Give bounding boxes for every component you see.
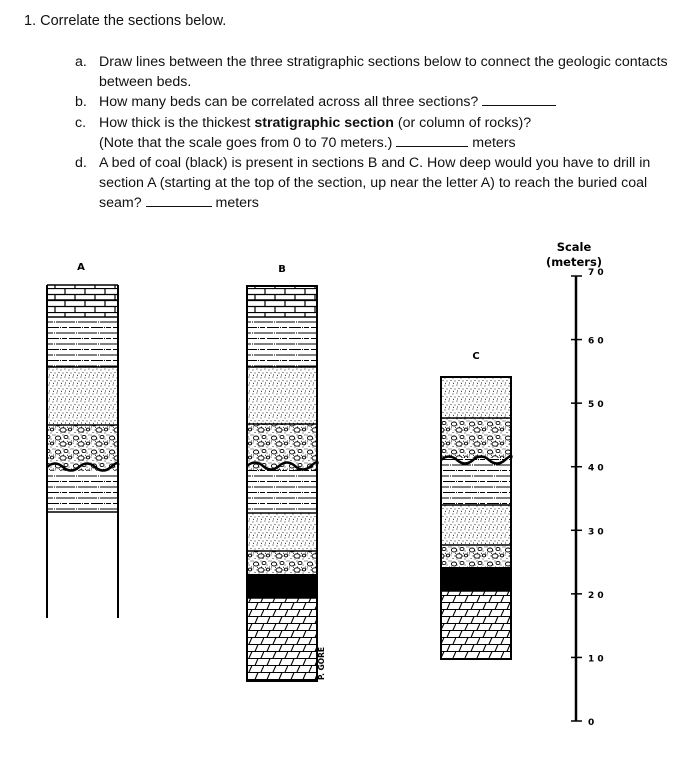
- item-unit: meters: [215, 195, 259, 212]
- scale-tick-label: 1 0: [588, 654, 604, 665]
- section-b-column: [247, 286, 317, 681]
- item-note: (Note that the scale goes from 0 to 70 meters.): [99, 134, 393, 151]
- depth-scale: [546, 240, 604, 728]
- item-marker: c.: [75, 114, 87, 131]
- item-marker: d.: [75, 155, 87, 172]
- scale-tick-label: 6 0: [588, 336, 604, 347]
- scale-tick-label: 3 0: [588, 527, 604, 538]
- item-unit: meters: [472, 134, 516, 151]
- scale-tick-label: 0: [588, 718, 595, 728]
- figure-credit: P. GORE: [317, 646, 326, 680]
- scale-title: Scale: [556, 240, 592, 254]
- scale-tick-label: 7 0: [588, 268, 604, 278]
- section-label-c: C: [472, 351, 480, 362]
- scale-tick-label: 2 0: [588, 590, 604, 601]
- section-a-column: [47, 285, 118, 618]
- item-marker: a.: [75, 54, 87, 70]
- question-text: Correlate the sections below.: [40, 13, 227, 29]
- question-number: 1.: [24, 13, 37, 29]
- section-label-b: B: [278, 264, 286, 275]
- item-bold-text: stratigraphic section: [254, 114, 394, 131]
- item-text: How thick is the thickest: [99, 114, 255, 131]
- scale-tick-label: 5 0: [588, 400, 604, 411]
- item-text: How many beds can be correlated across all three sections?: [99, 94, 479, 111]
- item-text: A bed of coal (black) is present in sections B and C. How deep would you have to drill in section A (starting at the top of the section, up near the letter A) to reach the buried coal seam?: [99, 155, 651, 212]
- section-c-column: [441, 377, 511, 659]
- item-text: (or column of rocks)?: [393, 114, 532, 131]
- section-label-a: A: [77, 262, 85, 273]
- scale-tick-label: 4 0: [588, 463, 604, 474]
- item-text: Draw lines between the three stratigraphic sections below to connect the geologic contacts between beds.: [99, 54, 668, 91]
- scale-unit: (meters): [545, 255, 603, 269]
- item-marker: b.: [75, 94, 87, 111]
